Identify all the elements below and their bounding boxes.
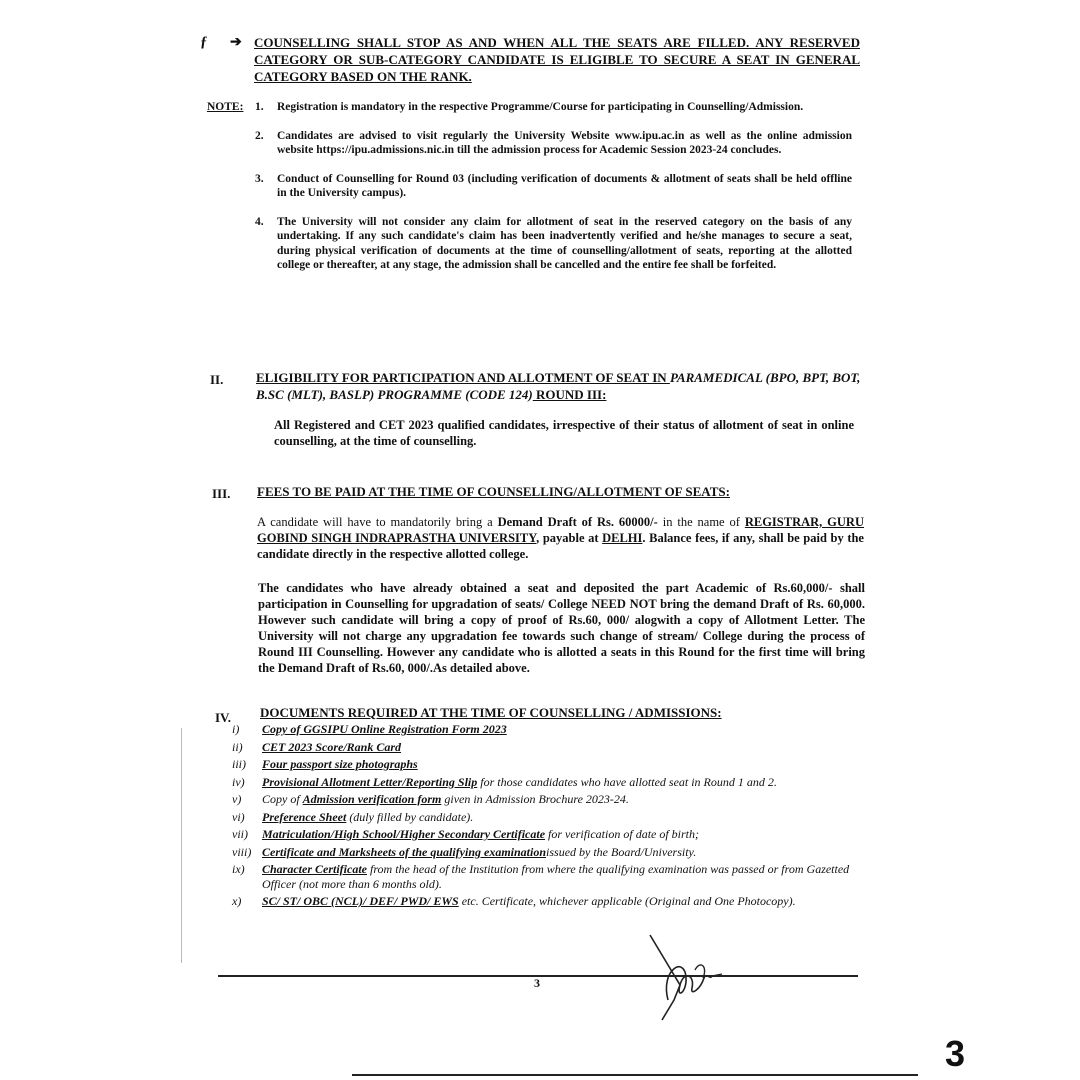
item-suffix: etc. Certificate, whichever applicable (Original and One Photocopy).	[458, 894, 796, 908]
margin-mark: ƒ	[200, 34, 208, 50]
item-number: x)	[232, 894, 242, 908]
note-item	[207, 129, 852, 158]
item-title: Preference Sheet	[262, 809, 347, 824]
list-item	[232, 894, 862, 909]
item-number: ix)	[232, 862, 245, 876]
item-number: ii)	[232, 739, 243, 754]
top-notice-text: COUNSELLING SHALL STOP AS AND WHEN ALL THE SEATS ARE FILLED. ANY RESERVED CATEGORY OR SUB-CATEGORY CANDIDATE IS ELIGIBLE TO SECURE A SEAT IN GENERAL CATEGORY BASED ON THE RANK.	[254, 35, 860, 84]
section-2-number: II.	[210, 372, 224, 387]
item-number: v)	[232, 792, 242, 806]
list-item	[232, 845, 862, 860]
page-number: 3	[534, 976, 540, 990]
item-title: Admission verification form	[302, 792, 442, 806]
item-prefix: Copy of	[262, 792, 303, 806]
note-section	[207, 100, 852, 287]
note-item	[207, 215, 852, 273]
p1-e: , payable at	[536, 531, 603, 545]
list-item	[232, 810, 862, 825]
section-4-number: IV.	[215, 710, 232, 725]
note-item-number: 1.	[255, 101, 264, 113]
note-item-text: The University will not consider any claim for allotment of seat in the reserved category on the basis of any undertaking. If any such candidate's claim has been inadvertently verified and he/she manages to secure a seat, during physical verification of documents at the time of counselling/allotment of seats, reporting at the allotted college or thereafter, at any stage, the admission shall be cancelled and the entire fee shall be forfeited.	[277, 215, 852, 271]
note-item-number: 2.	[255, 129, 264, 142]
list-item	[232, 862, 862, 891]
item-number: viii)	[232, 844, 252, 859]
list-item	[232, 757, 862, 772]
section-3-paragraph-2: The candidates who have already obtained a seat and deposited the part Academic of Rs.60,000/- shall participation in Counselling for upgradation of seats/ College NEED NOT bring the demand Draft of Rs. 60,000. However such candidate will bring a copy of proof of Rs.60, 000/ alogwith a copy of Allotment Letter. The University will not charge any upgradation fee towards such change of stream/ College during the process of Round III Counselling. However any candidate who is allotted a seats in this Round for the first time will bring the Demand Draft of Rs.60, 000/.As detailed above.	[258, 581, 865, 675]
item-title: Certificate and Marksheets of the qualifying examination	[262, 844, 547, 859]
section-2-heading-a: ELIGIBILITY FOR PARTICIPATION AND ALLOTMENT OF SEAT IN	[256, 370, 670, 385]
item-suffix: given in Admission Brochure 2023-24.	[441, 792, 629, 806]
section-3-paragraph-1	[257, 514, 864, 562]
item-title: CET 2023 Score/Rank Card	[262, 739, 402, 754]
item-suffix: (duly filled by candidate).	[346, 809, 474, 824]
arrow-icon: ➔	[230, 35, 242, 50]
item-title: Character Certificate	[262, 862, 367, 876]
section-3-number: III.	[212, 486, 231, 501]
p1-c: in the name of	[662, 515, 745, 529]
item-suffix: from the head of the Institution from where the qualifying examination was passed or from Gazetted Officer (not more than 6 months old).	[262, 862, 850, 891]
list-item	[232, 722, 862, 737]
note-item-number: 3.	[255, 172, 264, 185]
bottom-rule	[352, 1074, 918, 1076]
note-item	[207, 100, 852, 115]
item-title: Four passport size photographs	[262, 757, 418, 771]
item-suffix: for those candidates who have allotted seat in Round 1 and 2.	[477, 774, 777, 789]
list-item	[232, 827, 862, 842]
note-item-text: Candidates are advised to visit regularly the University Website www.ipu.ac.in as well as the online admission website https://ipu.admissions.nic.in till the admission process for Academic Session 2023-24 concludes.	[277, 129, 852, 156]
list-item	[232, 792, 862, 807]
list-item	[232, 740, 862, 755]
item-number: iv)	[232, 774, 245, 789]
item-suffix: issued by the Board/University.	[546, 844, 697, 859]
item-title: SC/ ST/ OBC (NCL)/ DEF/ PWD/ EWS	[262, 894, 459, 908]
item-number: iii)	[232, 757, 246, 771]
item-number: vi)	[232, 809, 245, 824]
item-title: Copy of GGSIPU Online Registration Form 2023	[262, 722, 507, 736]
p1-g: . Balance fees, if any, shall be paid by the candidate directly in the respective allotted college.	[257, 531, 864, 561]
item-number: i)	[232, 722, 240, 736]
item-number: vii)	[232, 827, 248, 841]
p1-f: DELHI	[602, 531, 643, 545]
note-item-text: Registration is mandatory in the respective Programme/Course for participating in Counselling/Admission.	[277, 101, 804, 113]
p1-a: A candidate will have to mandatorily bring a	[257, 515, 498, 529]
p1-d: REGISTRAR, GURU GOBIND SINGH INDRAPRASTHA UNIVERSITY	[257, 515, 864, 545]
note-label: NOTE:	[207, 101, 244, 113]
section-4-heading: DOCUMENTS REQUIRED AT THE TIME OF COUNSELLING / ADMISSIONS:	[260, 705, 722, 720]
note-item-text: Conduct of Counselling for Round 03 (including verification of documents & allotment of seats shall be held offline in the University campus).	[277, 172, 852, 199]
margin-line	[181, 728, 182, 963]
p1-b: Demand Draft of Rs. 60000/-	[497, 515, 663, 529]
corner-page-number: 3	[945, 1033, 966, 1074]
signature-icon	[640, 930, 740, 1030]
documents-list	[232, 722, 862, 912]
section-2-body: All Registered and CET 2023 qualified candidates, irrespective of their status of allotment of seat in online counselling, at the time of counselling.	[274, 418, 854, 448]
top-notice	[200, 34, 860, 85]
note-item-number: 4.	[255, 215, 264, 228]
section-2-heading-b: PARAMEDICAL (BPO, BPT, BOT, B.SC (MLT), BASLP) PROGRAMME (CODE 124)	[256, 370, 861, 402]
section-2-heading-c: ROUND III:	[532, 387, 607, 402]
section-2-heading	[256, 369, 861, 403]
item-suffix: for verification of date of birth;	[545, 827, 700, 841]
note-item	[207, 172, 852, 201]
item-title: Provisional Allotment Letter/Reporting Slip	[262, 774, 478, 789]
item-title: Matriculation/High School/Higher Secondary Certificate	[262, 827, 546, 841]
list-item	[232, 775, 862, 790]
section-3-heading: FEES TO BE PAID AT THE TIME OF COUNSELLING/ALLOTMENT OF SEATS:	[257, 484, 730, 499]
